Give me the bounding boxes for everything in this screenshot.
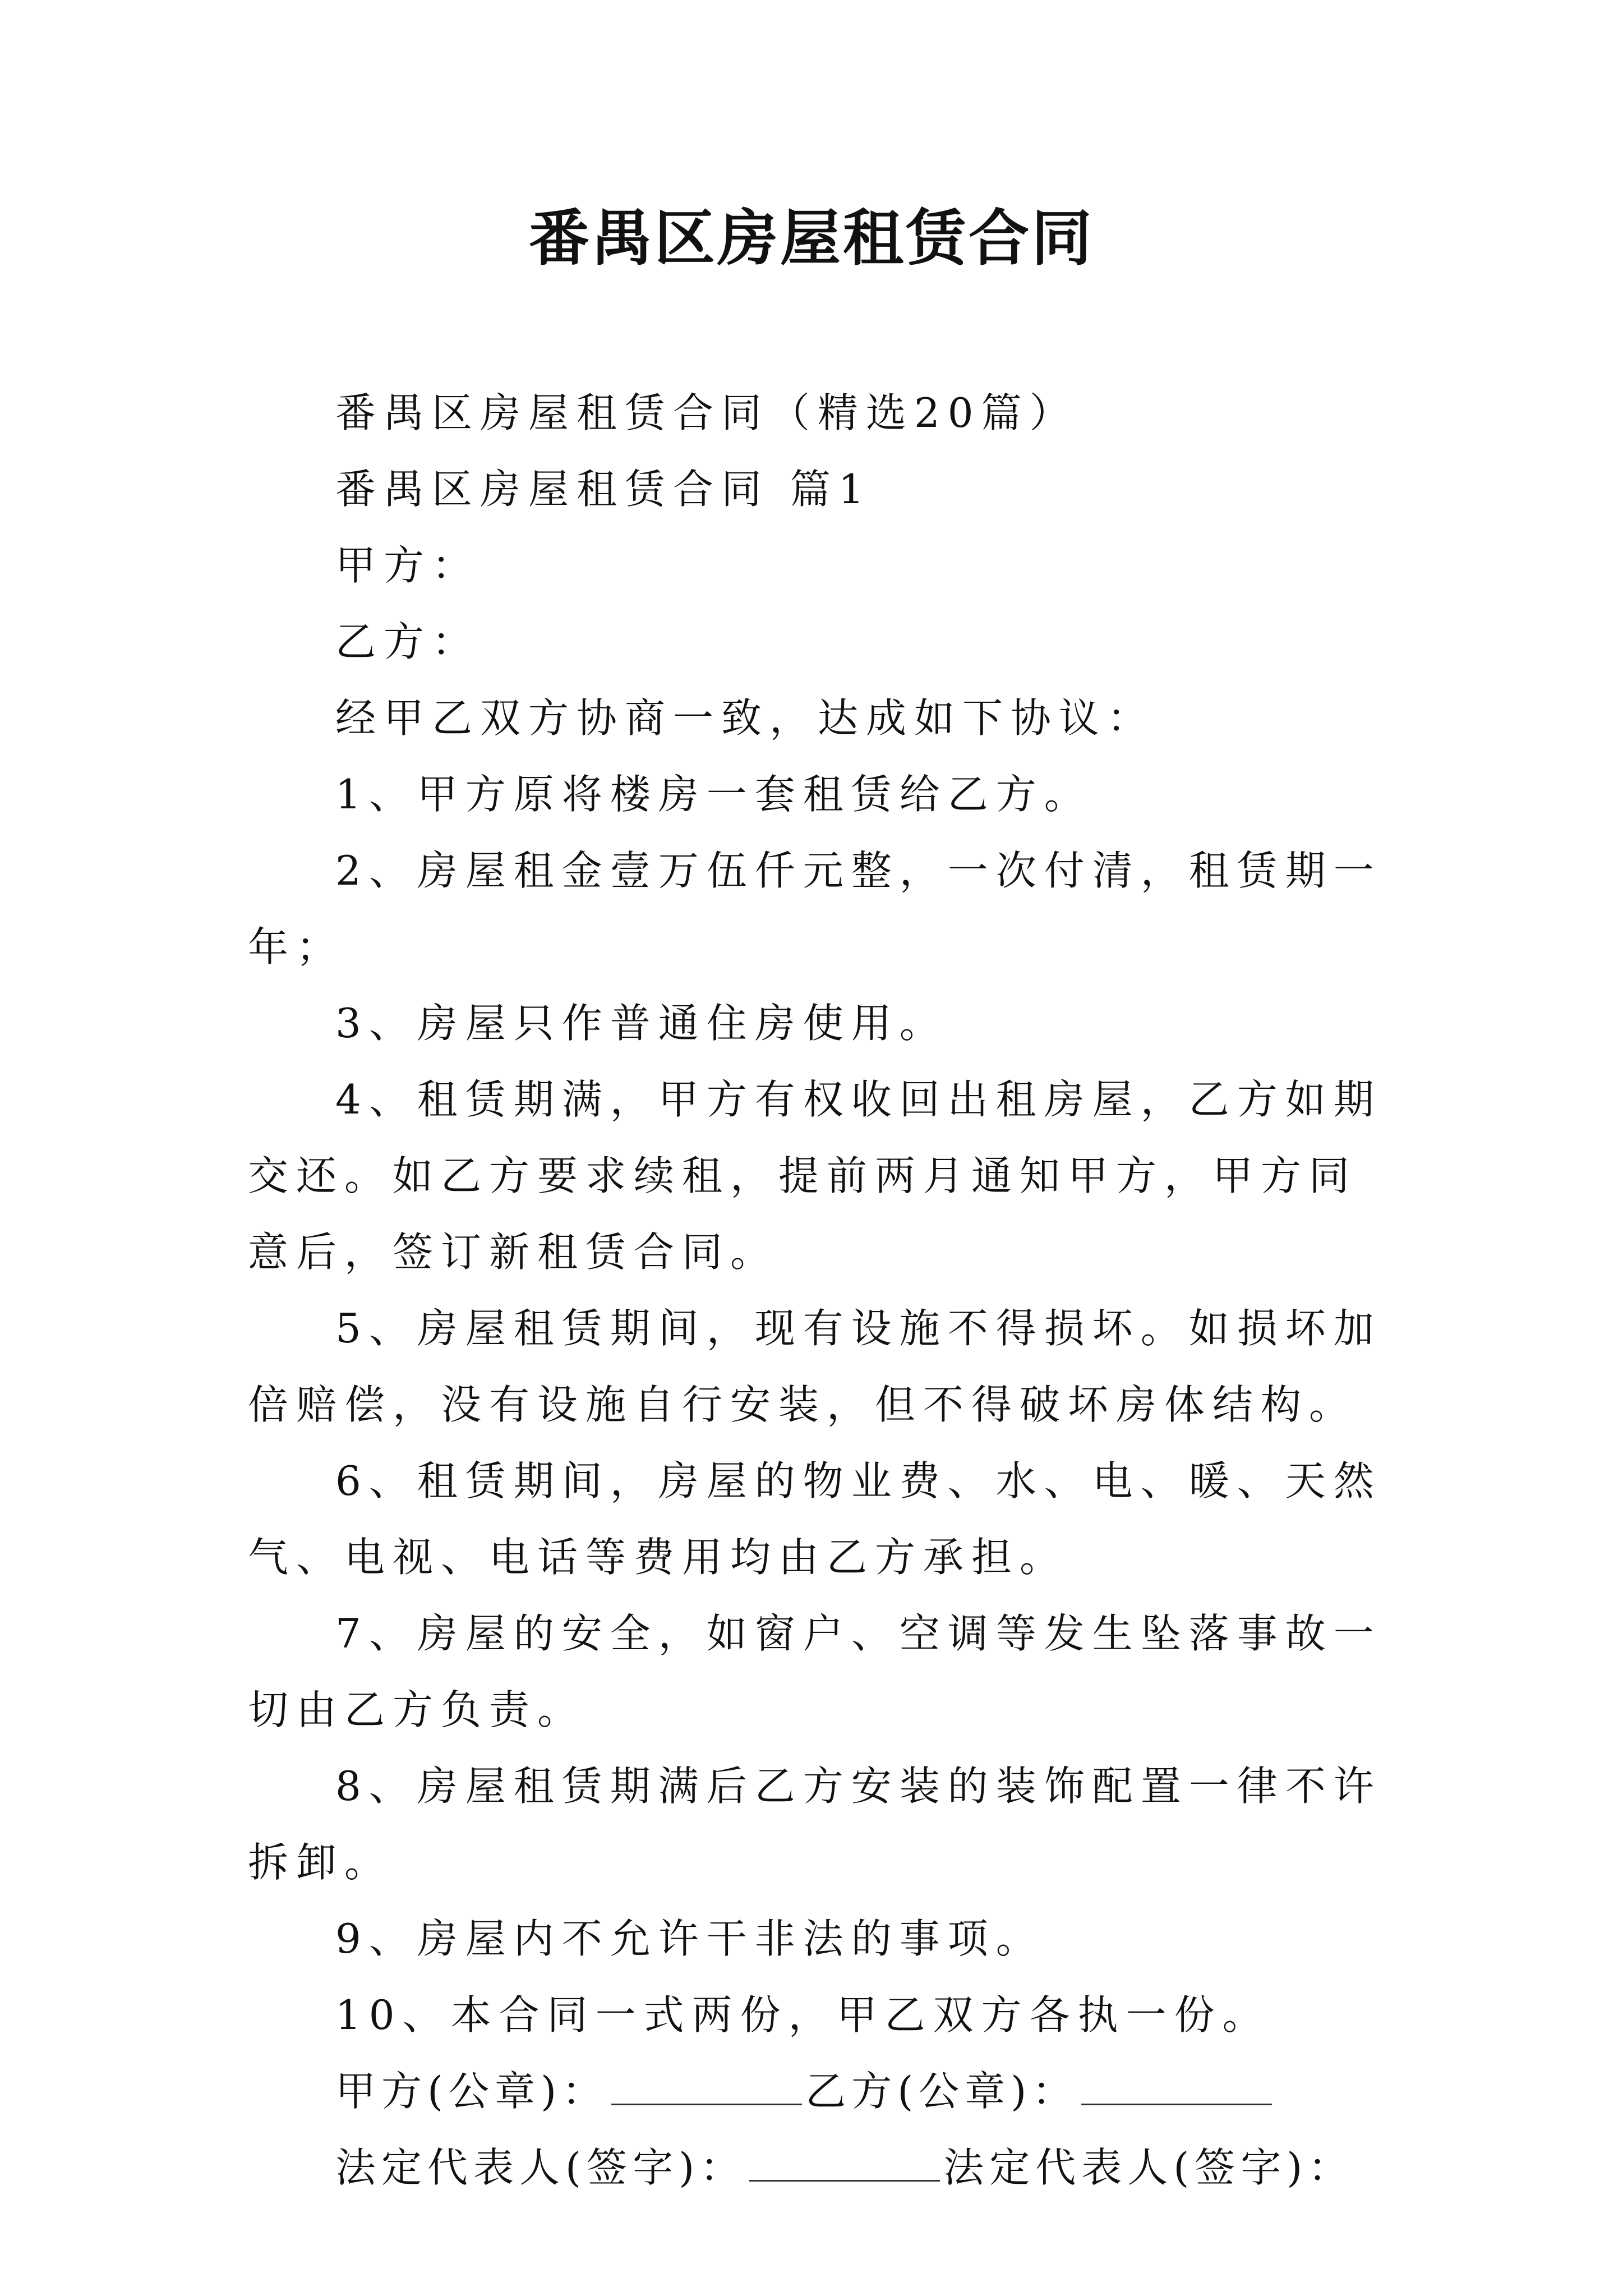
paragraph-subtitle: 番禺区房屋租赁合同（精选20篇） xyxy=(335,389,1078,436)
clause-3: 3、房屋只作普通住房使用。 xyxy=(335,1000,948,1047)
paragraph-intro: 经甲乙双方协商一致，达成如下协议： xyxy=(335,694,1156,742)
signature-seal-line xyxy=(248,2053,1403,2129)
clause-4: 4、租赁期满，甲方有权收回出租房屋，乙方如期交还。如乙方要求续租，提前两月通知甲方，甲方同意后，签订新租赁合同。 xyxy=(248,1076,1382,1276)
party-b-seal-label: 乙方(公章)： xyxy=(805,2068,1078,2115)
signature-rep-line xyxy=(248,2129,1403,2206)
paragraph-section-heading: 番禺区房屋租赁合同 篇1 xyxy=(335,466,872,513)
party-a-seal-label: 甲方(公章)： xyxy=(335,2068,608,2115)
clause-9: 9、房屋内不允许干非法的事项。 xyxy=(335,1915,1044,1962)
party-b-seal-blank xyxy=(1081,2081,1272,2105)
legal-rep-b-label: 法定代表人(签字)： xyxy=(943,2144,1354,2191)
clause-7: 7、房屋的安全，如窗户、空调等发生坠落事故一切由乙方负责。 xyxy=(248,1610,1382,1733)
paragraph-party-b: 乙方： xyxy=(335,618,481,665)
document-title: 番禺区房屋租赁合同 xyxy=(528,203,1094,274)
clause-6: 6、租赁期间，房屋的物业费、水、电、暖、天然气、电视、电话等费用均由乙方承担。 xyxy=(248,1457,1382,1581)
clause-1: 1、甲方原将楼房一套租赁给乙方。 xyxy=(335,771,1092,818)
document-body xyxy=(248,375,1403,2206)
clause-2: 2、房屋租金壹万伍仟元整，一次付清，租赁期一年； xyxy=(248,847,1382,970)
clause-10: 10、本合同一式两份，甲乙双方各执一份。 xyxy=(335,1991,1271,2039)
legal-rep-a-blank xyxy=(749,2157,940,2182)
party-a-seal-blank xyxy=(611,2081,802,2105)
clause-5: 5、房屋租赁期间，现有设施不得损坏。如损坏加倍赔偿，没有设施自行安装，但不得破坏房体结构。 xyxy=(248,1305,1382,1428)
legal-rep-a-label: 法定代表人(签字)： xyxy=(335,2144,746,2191)
clause-8: 8、房屋租赁期满后乙方安装的装饰配置一律不许拆卸。 xyxy=(248,1763,1382,1886)
paragraph-party-a: 甲方： xyxy=(335,542,481,589)
